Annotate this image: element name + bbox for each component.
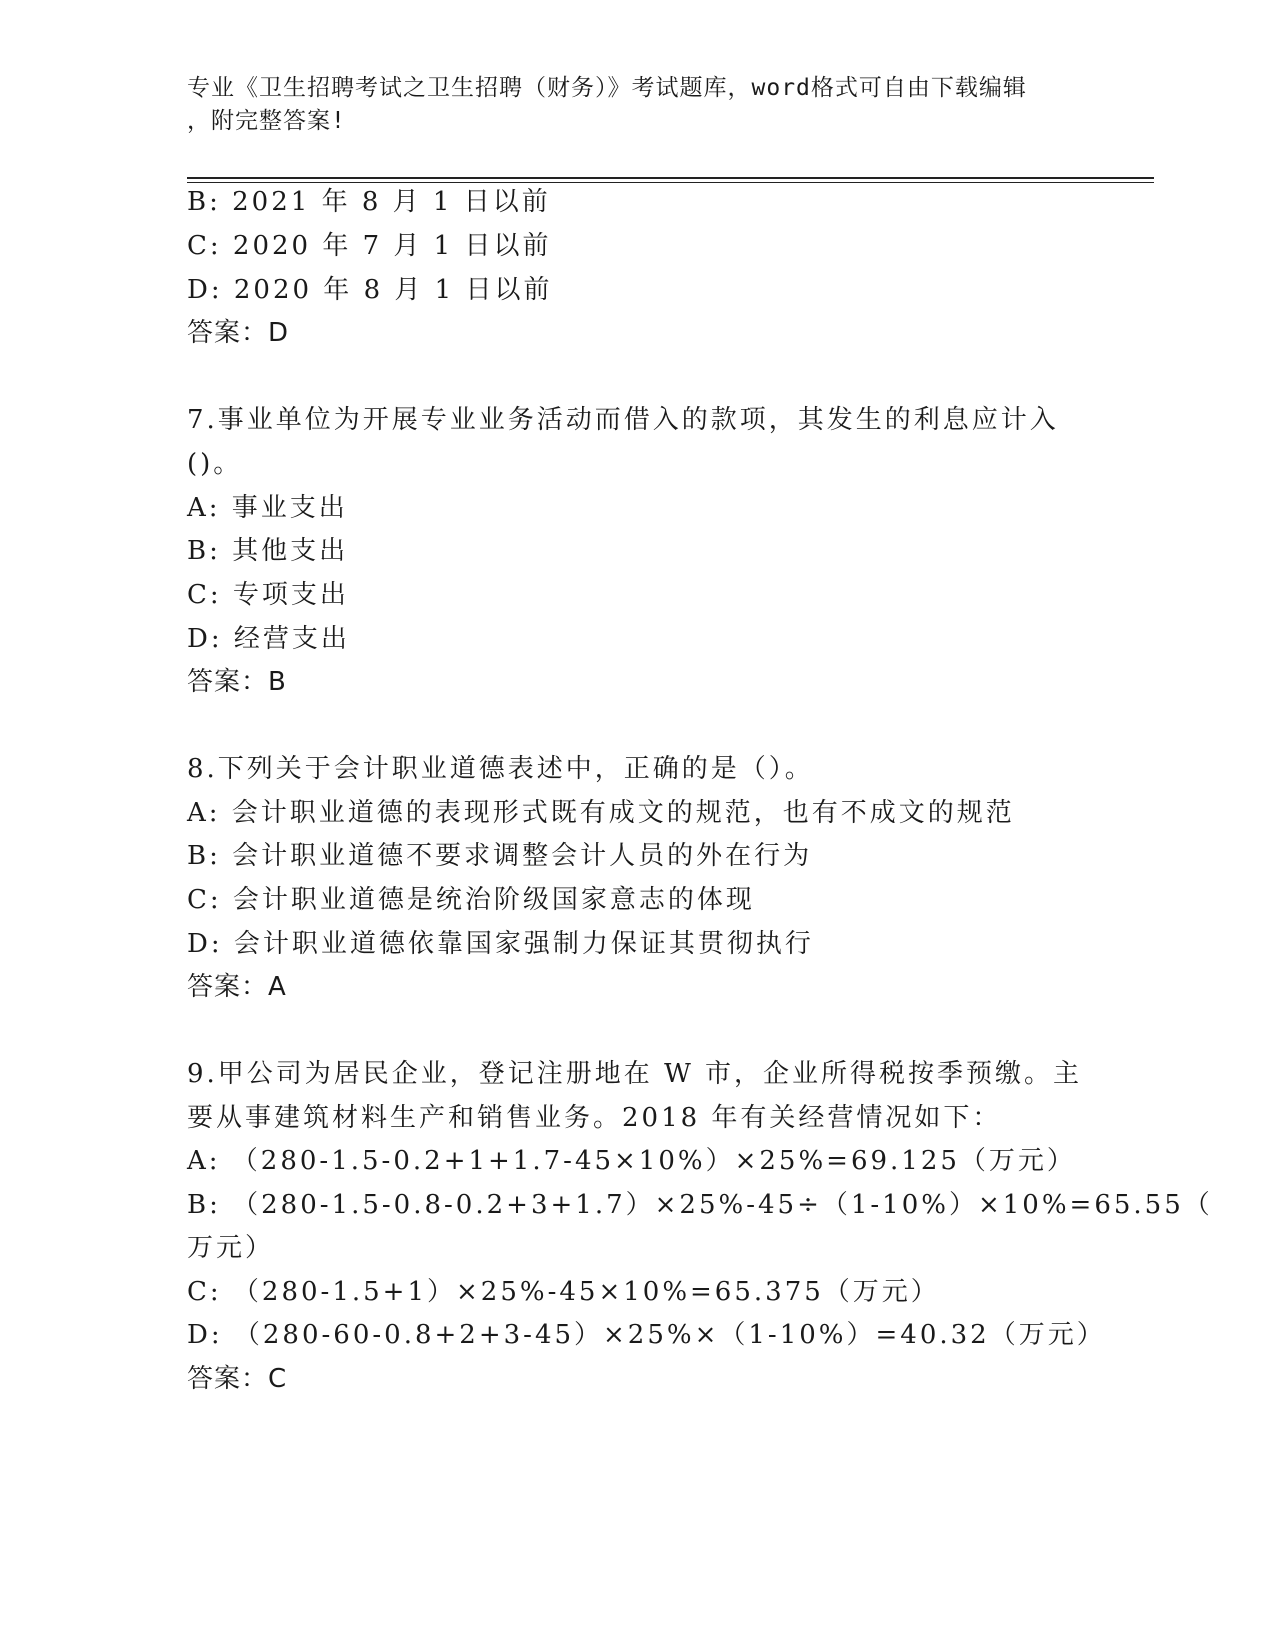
header-divider-thick bbox=[187, 177, 1154, 179]
q8-option-b: B: 会计职业道德不要求调整会计人员的外在行为 bbox=[187, 841, 813, 871]
q9-option-a: A: （280-1.5-0.2+1+1.7-45×10%）×25%=69.125（万元） bbox=[187, 1146, 1076, 1176]
q6-option-b: B: 2021 年 8 月 1 日以前 bbox=[187, 187, 551, 217]
document-header bbox=[187, 72, 1067, 138]
q8-option-c: C: 会计职业道德是统治阶级国家意志的体现 bbox=[187, 885, 755, 915]
q7-option-c: C: 专项支出 bbox=[187, 580, 349, 610]
q9-option-b-line-1: B: （280-1.5-0.8-0.2+3+1.7）×25%-45÷（1-10%）×10%=65.55（ bbox=[187, 1190, 1213, 1220]
header-line-2: ，附完整答案! bbox=[187, 108, 346, 134]
q7-answer: 答案：B bbox=[187, 667, 287, 697]
header-line-1: 专业《卫生招聘考试之卫生招聘（财务）》考试题库，word格式可自由下载编辑 bbox=[187, 75, 1027, 101]
q7-option-d: D: 经营支出 bbox=[187, 624, 350, 654]
q6-option-d: D: 2020 年 8 月 1 日以前 bbox=[187, 275, 553, 305]
q9-option-c: C: （280-1.5+1）×25%-45×10%=65.375（万元） bbox=[187, 1277, 940, 1307]
q9-answer: 答案：C bbox=[187, 1364, 288, 1394]
q8-stem: 8.下列关于会计职业道德表述中，正确的是（）。 bbox=[187, 754, 814, 784]
q6-option-c: C: 2020 年 7 月 1 日以前 bbox=[187, 231, 552, 261]
q9-option-d: D: （280-60-0.8+2+3-45）×25%×（1-10%）=40.32（万元） bbox=[187, 1320, 1106, 1350]
header-divider-thin bbox=[187, 182, 1154, 183]
q8-answer: 答案：A bbox=[187, 972, 287, 1002]
q6-answer: 答案：D bbox=[187, 318, 290, 348]
q8-option-a: A: 会计职业道德的表现形式既有成文的规范，也有不成文的规范 bbox=[187, 798, 1015, 828]
q9-option-b-line-2: 万元） bbox=[187, 1233, 275, 1263]
q7-option-a: A: 事业支出 bbox=[187, 493, 348, 523]
q7-option-b: B: 其他支出 bbox=[187, 536, 349, 566]
q7-stem-line-2: ()。 bbox=[187, 449, 243, 479]
q7-stem-line-1: 7.事业单位为开展专业业务活动而借入的款项，其发生的利息应计入 bbox=[187, 405, 1059, 435]
q8-option-d: D: 会计职业道德依靠国家强制力保证其贯彻执行 bbox=[187, 929, 814, 959]
q9-stem-line-1: 9.甲公司为居民企业，登记注册地在 W 市，企业所得税按季预缴。主 bbox=[187, 1059, 1083, 1089]
q9-stem-line-2: 要从事建筑材料生产和销售业务。2018 年有关经营情况如下： bbox=[187, 1103, 1002, 1133]
